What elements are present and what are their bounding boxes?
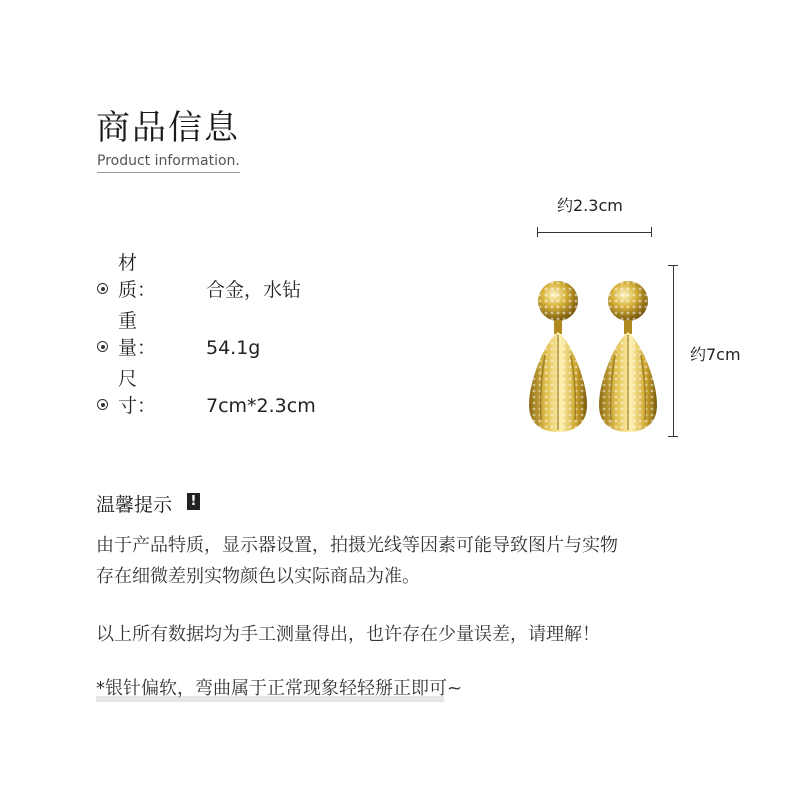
spec-material-label: 材 质： xyxy=(118,252,176,301)
spec-material xyxy=(97,248,301,302)
page-title: 商品信息 xyxy=(96,108,240,148)
spec-size-label: 尺 寸： xyxy=(118,368,176,417)
tips-title: 温馨提示 xyxy=(96,494,173,516)
width-dimension-label: 约2.3cm xyxy=(557,196,623,215)
spec-size-value: 7cm*2.3cm xyxy=(206,395,316,417)
height-tick-top xyxy=(668,265,678,266)
earring-right xyxy=(599,281,657,432)
bullet-icon xyxy=(97,341,108,352)
spec-weight-label: 重 量： xyxy=(118,310,176,359)
width-tick-right xyxy=(651,227,652,237)
bullet-icon xyxy=(97,283,108,294)
page-subtitle: Product information. xyxy=(97,153,240,169)
spec-weight-value: 54.1g xyxy=(206,337,261,359)
height-dimension-line xyxy=(673,265,674,437)
tips-line-3: 以上所有数据均为手工测量得出，也许存在少量误差，请理解！ xyxy=(96,624,600,645)
tips-line-1: 由于产品特质，显示器设置，拍摄光线等因素可能导致图片与实物 xyxy=(96,535,618,556)
width-dimension-line xyxy=(537,232,652,233)
tips-note: *银针偏软，弯曲属于正常现象轻轻掰正即可~ xyxy=(96,678,463,699)
exclamation-icon: ! xyxy=(187,493,200,510)
subtitle-underline xyxy=(97,172,240,173)
width-tick-left xyxy=(537,227,538,237)
bullet-icon xyxy=(97,399,108,410)
height-dimension-label: 约7cm xyxy=(690,345,741,364)
spec-size xyxy=(97,364,316,418)
earrings-image xyxy=(525,280,670,435)
earring-left xyxy=(529,281,587,432)
height-tick-bottom xyxy=(668,436,678,437)
tips-line-2: 存在细微差别实物颜色以实际商品为准。 xyxy=(96,566,420,587)
spec-weight xyxy=(97,306,260,360)
spec-material-value: 合金，水钻 xyxy=(206,279,302,301)
